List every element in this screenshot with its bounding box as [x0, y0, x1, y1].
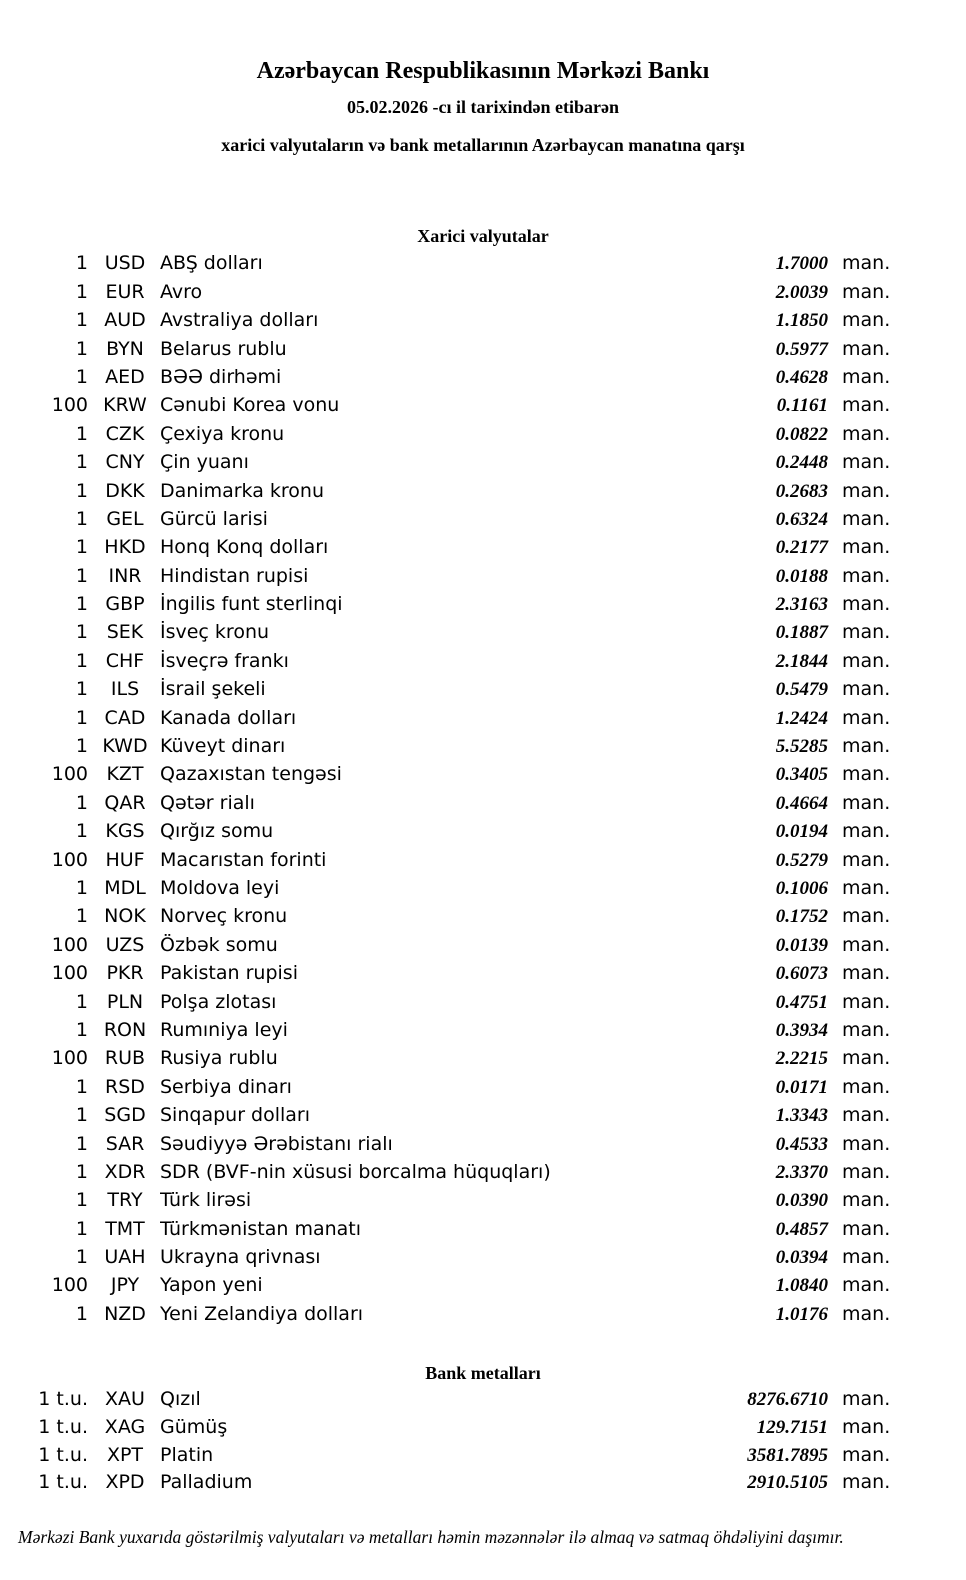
- table-row: [0, 1133, 966, 1161]
- rate-value: 2.0039: [775, 281, 828, 303]
- unit-label: man.: [842, 479, 891, 502]
- table-row: [0, 1047, 966, 1075]
- currency-code: GEL: [106, 507, 144, 530]
- unit-label: man.: [842, 1018, 891, 1041]
- currency-code: KRW: [103, 394, 147, 417]
- currency-name: Gümüş: [160, 1415, 228, 1438]
- unit-label: man.: [842, 564, 891, 587]
- currencies-section-heading: Xarici valyutalar: [417, 226, 549, 247]
- currency-code: USD: [104, 252, 146, 275]
- unit-label: man.: [842, 1132, 891, 1155]
- unit-label: man.: [842, 365, 891, 388]
- rate-value: 0.5279: [775, 849, 828, 871]
- quantity-value: 1: [75, 820, 88, 843]
- rate-value: 0.5479: [775, 679, 828, 701]
- quantity-value: 1: [75, 507, 88, 530]
- quantity-value: 1: [75, 1217, 88, 1240]
- quantity-value: 1: [75, 706, 88, 729]
- unit-label: man.: [842, 1415, 891, 1438]
- table-row: [0, 735, 966, 763]
- quantity-value: 1: [75, 479, 88, 502]
- unit-label: man.: [842, 1274, 891, 1297]
- rate-value: 129.7151: [756, 1416, 828, 1438]
- unit-label: man.: [842, 678, 891, 701]
- table-row: [0, 1218, 966, 1246]
- page-title: Azərbaycan Respublikasının Mərkəzi Bankı: [256, 58, 710, 84]
- unit-label: man.: [842, 1189, 891, 1212]
- rate-value: 0.4857: [775, 1218, 828, 1240]
- currency-code: UAH: [104, 1246, 146, 1269]
- table-row: [0, 338, 966, 366]
- unit-label: man.: [842, 735, 891, 758]
- quantity-value: 1: [75, 309, 88, 332]
- quantity-value: 1 t.u.: [38, 1415, 88, 1438]
- quantity-value: 1: [75, 280, 88, 303]
- unit-label: man.: [842, 1217, 891, 1240]
- rate-value: 2.1844: [775, 650, 828, 672]
- currency-code: KGS: [105, 820, 145, 843]
- table-row: [0, 877, 966, 905]
- currency-name: Cənubi Korea vonu: [160, 394, 340, 417]
- unit-label: man.: [842, 309, 891, 332]
- unit-label: man.: [842, 933, 891, 956]
- rate-value: 3581.7895: [747, 1444, 828, 1466]
- currency-name: Özbək somu: [160, 933, 278, 956]
- quantity-value: 1: [75, 1104, 88, 1127]
- currency-name: Palladium: [160, 1471, 253, 1494]
- rate-value: 0.0390: [775, 1190, 828, 1212]
- currency-code: EUR: [105, 280, 145, 303]
- quantity-value: 100: [51, 763, 88, 786]
- table-row: [0, 593, 966, 621]
- rate-value: 5.5285: [775, 736, 828, 758]
- effective-date-line: 05.02.2026 -cı il tarixindən etibarən: [347, 97, 619, 118]
- currency-name: BƏƏ dirhəmi: [160, 365, 282, 388]
- currency-code: RON: [103, 1018, 147, 1041]
- currency-code: RSD: [105, 1075, 145, 1098]
- table-row: [0, 934, 966, 962]
- currency-code: BYN: [106, 337, 144, 360]
- currency-name: İsveç kronu: [160, 621, 270, 644]
- unit-label: man.: [842, 536, 891, 559]
- unit-label: man.: [842, 1471, 891, 1494]
- quantity-value: 1: [75, 791, 88, 814]
- quantity-value: 1: [75, 1302, 88, 1325]
- table-row: [0, 962, 966, 990]
- table-row: [0, 849, 966, 877]
- unit-label: man.: [842, 962, 891, 985]
- currency-code: PLN: [106, 990, 144, 1013]
- rate-value: 0.0171: [775, 1076, 828, 1098]
- table-row: [0, 565, 966, 593]
- currency-name: Pakistan rupisi: [160, 962, 298, 985]
- quantity-value: 100: [51, 1274, 88, 1297]
- currency-name: Sinqapur dolları: [160, 1104, 311, 1127]
- currency-name: Çin yuanı: [160, 451, 249, 474]
- quantity-value: 100: [51, 394, 88, 417]
- unit-label: man.: [842, 280, 891, 303]
- currency-name: Qızıl: [160, 1388, 201, 1411]
- currency-name: SDR (BVF-nin xüsusi borcalma hüquqları): [160, 1160, 551, 1183]
- table-row: [0, 1388, 966, 1416]
- table-row: [0, 536, 966, 564]
- unit-label: man.: [842, 1104, 891, 1127]
- quantity-value: 1: [75, 1018, 88, 1041]
- currency-code: KWD: [102, 735, 148, 758]
- currency-name: Macarıstan forinti: [160, 848, 327, 871]
- quantity-value: 1: [75, 564, 88, 587]
- currency-name: Honq Konq dolları: [160, 536, 329, 559]
- currency-name: Rusiya rublu: [160, 1047, 278, 1070]
- rate-value: 0.2177: [775, 537, 828, 559]
- unit-label: man.: [842, 763, 891, 786]
- currency-name: İsrail şekeli: [160, 678, 266, 701]
- table-row: [0, 394, 966, 422]
- currency-code: DKK: [105, 479, 145, 502]
- table-row: [0, 820, 966, 848]
- currency-name: Türk lirəsi: [160, 1189, 252, 1212]
- currency-code: XAG: [104, 1415, 146, 1438]
- unit-label: man.: [842, 252, 891, 275]
- unit-label: man.: [842, 507, 891, 530]
- currency-name: Avstraliya dolları: [160, 309, 319, 332]
- quantity-value: 1: [75, 536, 88, 559]
- rate-value: 2.3370: [775, 1161, 828, 1183]
- table-row: [0, 1189, 966, 1217]
- currency-name: Çexiya kronu: [160, 422, 285, 445]
- currency-name: ABŞ dolları: [160, 252, 263, 275]
- currency-code: SGD: [104, 1104, 146, 1127]
- currency-name: Polşa zlotası: [160, 990, 277, 1013]
- currency-name: Belarus rublu: [160, 337, 287, 360]
- unit-label: man.: [842, 905, 891, 928]
- table-row: [0, 1104, 966, 1132]
- rate-value: 1.3343: [775, 1105, 828, 1127]
- table-row: [0, 763, 966, 791]
- table-row: [0, 678, 966, 706]
- table-row: [0, 309, 966, 337]
- currency-name: Qırğız somu: [160, 820, 274, 843]
- quantity-value: 1: [75, 876, 88, 899]
- currency-code: AED: [105, 365, 145, 388]
- rate-value: 0.2683: [775, 480, 828, 502]
- rate-value: 0.6324: [775, 508, 828, 530]
- rate-value: 2.2215: [775, 1048, 828, 1070]
- unit-label: man.: [842, 1047, 891, 1070]
- disclaimer-text: Mərkəzi Bank yuxarıda göstərilmiş valyutaları və metalları həmin məzənnələr ilə almaq və satmaq öhdəliyini daşımır.: [18, 1526, 844, 1547]
- page-subtitle: xarici valyutaların və bank metallarının Azərbaycan manatına qarşı: [221, 135, 745, 156]
- rate-value: 0.5977: [775, 338, 828, 360]
- table-row: [0, 252, 966, 280]
- currency-code: SEK: [106, 621, 144, 644]
- table-row: [0, 1019, 966, 1047]
- rate-value: 0.6073: [775, 963, 828, 985]
- unit-label: man.: [842, 1388, 891, 1411]
- currency-name: Rumıniya leyi: [160, 1018, 288, 1041]
- quantity-value: 100: [51, 1047, 88, 1070]
- currency-name: Qazaxıstan tengəsi: [160, 763, 342, 786]
- table-row: [0, 451, 966, 479]
- currency-code: HKD: [104, 536, 146, 559]
- currency-name: İngilis funt sterlinqi: [160, 593, 343, 616]
- unit-label: man.: [842, 451, 891, 474]
- rate-value: 0.4533: [775, 1133, 828, 1155]
- quantity-value: 1: [75, 649, 88, 672]
- quantity-value: 1: [75, 422, 88, 445]
- rate-value: 0.1887: [775, 622, 828, 644]
- unit-label: man.: [842, 876, 891, 899]
- currency-code: TMT: [105, 1217, 145, 1240]
- currency-code: XPT: [106, 1443, 144, 1466]
- unit-label: man.: [842, 706, 891, 729]
- table-row: [0, 1246, 966, 1274]
- rate-value: 0.0822: [775, 423, 828, 445]
- table-row: [0, 1471, 966, 1499]
- currency-code: HUF: [105, 848, 145, 871]
- currency-name: Türkmənistan manatı: [160, 1217, 362, 1240]
- quantity-value: 1 t.u.: [38, 1388, 88, 1411]
- currency-code: INR: [108, 564, 142, 587]
- quantity-value: 1: [75, 735, 88, 758]
- rate-value: 0.4664: [775, 792, 828, 814]
- unit-label: man.: [842, 394, 891, 417]
- rate-value: 1.0840: [775, 1275, 828, 1297]
- unit-label: man.: [842, 791, 891, 814]
- currency-name: Moldova leyi: [160, 876, 280, 899]
- currency-name: Serbiya dinarı: [160, 1075, 292, 1098]
- table-row: [0, 707, 966, 735]
- currency-code: ILS: [110, 678, 140, 701]
- quantity-value: 100: [51, 962, 88, 985]
- rate-value: 8276.6710: [747, 1389, 828, 1411]
- rate-value: 0.4628: [775, 366, 828, 388]
- currency-code: QAR: [104, 791, 146, 814]
- currency-code: NZD: [104, 1302, 146, 1325]
- currency-name: Danimarka kronu: [160, 479, 325, 502]
- currency-code: PKR: [106, 962, 144, 985]
- unit-label: man.: [842, 593, 891, 616]
- table-row: [0, 621, 966, 649]
- table-row: [0, 1416, 966, 1444]
- currency-name: Səudiyyə Ərəbistanı rialı: [160, 1132, 393, 1155]
- currency-name: Gürcü larisi: [160, 507, 268, 530]
- rate-value: 1.7000: [775, 253, 828, 275]
- currency-code: UZS: [105, 933, 145, 956]
- table-row: [0, 508, 966, 536]
- rate-value: 0.3405: [775, 764, 828, 786]
- table-row: [0, 1161, 966, 1189]
- currency-code: XDR: [104, 1160, 146, 1183]
- rate-value: 1.0176: [775, 1303, 828, 1325]
- currency-name: Ukrayna qrivnası: [160, 1246, 321, 1269]
- rate-value: 2.3163: [775, 594, 828, 616]
- table-row: [0, 650, 966, 678]
- unit-label: man.: [842, 1246, 891, 1269]
- currency-code: CAD: [104, 706, 146, 729]
- currency-code: CZK: [105, 422, 145, 445]
- table-row: [0, 792, 966, 820]
- rate-value: 1.2424: [775, 707, 828, 729]
- rate-value: 1.1850: [775, 310, 828, 332]
- quantity-value: 1: [75, 451, 88, 474]
- currency-code: KZT: [106, 763, 144, 786]
- table-row: [0, 1274, 966, 1302]
- table-row: [0, 366, 966, 394]
- unit-label: man.: [842, 649, 891, 672]
- quantity-value: 100: [51, 848, 88, 871]
- quantity-value: 100: [51, 933, 88, 956]
- rate-value: 0.0394: [775, 1247, 828, 1269]
- table-row: [0, 281, 966, 309]
- currency-name: Avro: [160, 280, 203, 303]
- unit-label: man.: [842, 337, 891, 360]
- unit-label: man.: [842, 1160, 891, 1183]
- currency-name: Norveç kronu: [160, 905, 288, 928]
- currency-code: GBP: [105, 593, 145, 616]
- currency-name: Yapon yeni: [160, 1274, 263, 1297]
- quantity-value: 1: [75, 1189, 88, 1212]
- rate-value: 0.1752: [775, 906, 828, 928]
- table-row: [0, 905, 966, 933]
- rate-value: 0.4751: [775, 991, 828, 1013]
- currency-name: Yeni Zelandiya dolları: [160, 1302, 364, 1325]
- unit-label: man.: [842, 1075, 891, 1098]
- quantity-value: 1: [75, 252, 88, 275]
- currency-code: AUD: [104, 309, 146, 332]
- rate-value: 0.0194: [775, 821, 828, 843]
- quantity-value: 1: [75, 593, 88, 616]
- quantity-value: 1 t.u.: [38, 1471, 88, 1494]
- table-row: [0, 1303, 966, 1331]
- quantity-value: 1 t.u.: [38, 1443, 88, 1466]
- currency-code: XAU: [105, 1388, 145, 1411]
- rate-value: 0.2448: [775, 452, 828, 474]
- currency-code: NOK: [104, 905, 146, 928]
- quantity-value: 1: [75, 678, 88, 701]
- quantity-value: 1: [75, 1246, 88, 1269]
- quantity-value: 1: [75, 1075, 88, 1098]
- table-row: [0, 1076, 966, 1104]
- currency-code: RUB: [104, 1047, 146, 1070]
- metals-table: [0, 1388, 966, 1499]
- currency-code: TRY: [107, 1189, 143, 1212]
- quantity-value: 1: [75, 1160, 88, 1183]
- currency-code: SAR: [105, 1132, 145, 1155]
- table-row: [0, 480, 966, 508]
- currency-name: Kanada dolları: [160, 706, 297, 729]
- rate-value: 0.1161: [776, 395, 828, 417]
- table-row: [0, 991, 966, 1019]
- quantity-value: 1: [75, 337, 88, 360]
- quantity-value: 1: [75, 990, 88, 1013]
- currencies-table: [0, 252, 966, 1331]
- quantity-value: 1: [75, 621, 88, 644]
- table-row: [0, 1444, 966, 1472]
- currency-code: XPD: [105, 1471, 145, 1494]
- rate-value: 0.0188: [775, 565, 828, 587]
- rate-value: 0.1006: [775, 877, 828, 899]
- currency-name: Qətər rialı: [160, 791, 255, 814]
- metals-section-heading: Bank metalları: [425, 1363, 541, 1384]
- quantity-value: 1: [75, 365, 88, 388]
- quantity-value: 1: [75, 1132, 88, 1155]
- unit-label: man.: [842, 422, 891, 445]
- unit-label: man.: [842, 1443, 891, 1466]
- unit-label: man.: [842, 621, 891, 644]
- rate-value: 0.0139: [775, 934, 828, 956]
- currency-name: İsveçrə frankı: [160, 649, 289, 672]
- rate-value: 0.3934: [775, 1019, 828, 1041]
- unit-label: man.: [842, 1302, 891, 1325]
- currency-code: JPY: [110, 1274, 140, 1297]
- table-row: [0, 423, 966, 451]
- currency-name: Platin: [160, 1443, 214, 1466]
- currency-name: Hindistan rupisi: [160, 564, 309, 587]
- unit-label: man.: [842, 990, 891, 1013]
- currency-code: MDL: [104, 876, 146, 899]
- currency-code: CHF: [105, 649, 145, 672]
- unit-label: man.: [842, 820, 891, 843]
- currency-code: CNY: [105, 451, 145, 474]
- quantity-value: 1: [75, 905, 88, 928]
- currency-name: Küveyt dinarı: [160, 735, 286, 758]
- rate-value: 2910.5105: [747, 1472, 828, 1494]
- unit-label: man.: [842, 848, 891, 871]
